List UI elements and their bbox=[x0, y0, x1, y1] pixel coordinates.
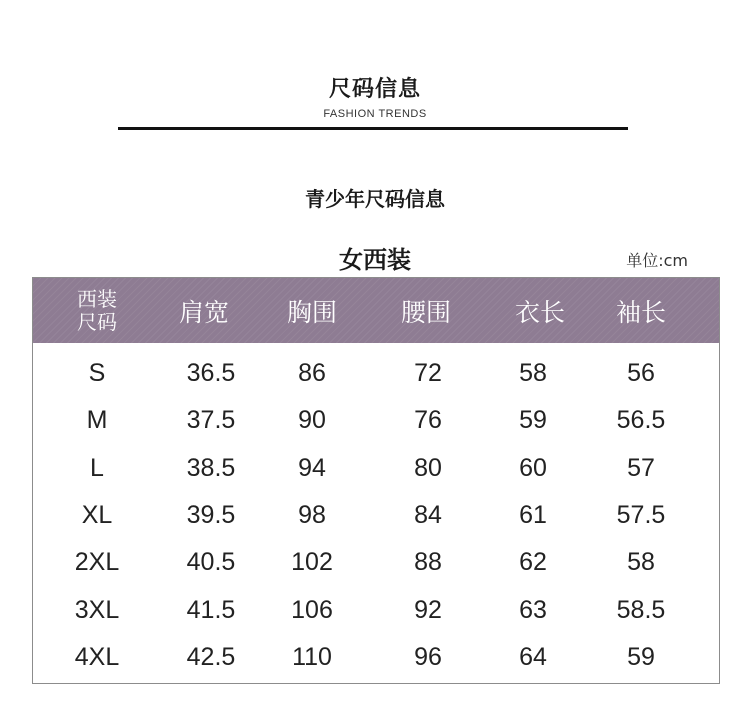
section-title: 青少年尺码信息 bbox=[305, 187, 445, 211]
column-header-sleeve: 袖长 bbox=[615, 297, 666, 327]
table-row bbox=[33, 539, 719, 586]
cell-chest: 102 bbox=[291, 548, 333, 577]
cell-sleeve: 58.5 bbox=[616, 595, 666, 624]
cell-length: 60 bbox=[519, 453, 547, 482]
cell-size: L bbox=[90, 453, 104, 482]
column-header-shoulder: 肩宽 bbox=[178, 297, 229, 327]
cell-sleeve: 56 bbox=[627, 359, 655, 387]
cell-shoulder: 36.5 bbox=[186, 359, 236, 387]
table-row bbox=[33, 350, 719, 397]
column-header-length: 衣长 bbox=[514, 297, 565, 327]
cell-waist: 92 bbox=[414, 595, 442, 624]
cell-chest: 86 bbox=[298, 359, 326, 387]
cell-length: 62 bbox=[519, 548, 547, 577]
column-header-size bbox=[37, 278, 157, 343]
cell-sleeve: 57 bbox=[627, 453, 655, 482]
cell-size: 3XL bbox=[74, 595, 120, 624]
cell-waist: 88 bbox=[414, 548, 442, 577]
page-subtitle: FASHION TRENDS bbox=[323, 108, 427, 120]
cell-shoulder: 42.5 bbox=[186, 642, 236, 671]
cell-chest: 110 bbox=[292, 642, 332, 671]
cell-waist: 76 bbox=[414, 406, 442, 435]
cell-chest: 94 bbox=[298, 453, 326, 482]
table-title: 女西装 bbox=[339, 246, 411, 274]
cell-shoulder: 41.5 bbox=[186, 595, 236, 624]
cell-length: 58 bbox=[519, 359, 547, 387]
table-row bbox=[33, 587, 719, 634]
table-row bbox=[33, 445, 719, 492]
cell-waist: 84 bbox=[414, 500, 442, 529]
cell-waist: 96 bbox=[414, 642, 442, 671]
table-header-row bbox=[33, 278, 719, 343]
cell-size: XL bbox=[81, 500, 113, 529]
cell-length: 63 bbox=[519, 595, 547, 624]
size-table bbox=[32, 277, 720, 684]
cell-chest: 98 bbox=[298, 500, 326, 529]
page-title: 尺码信息 bbox=[328, 77, 421, 102]
cell-waist: 72 bbox=[414, 359, 442, 387]
cell-sleeve: 57.5 bbox=[616, 500, 666, 529]
cell-size: M bbox=[86, 406, 108, 435]
cell-sleeve: 58 bbox=[627, 548, 655, 577]
cell-chest: 90 bbox=[298, 406, 326, 435]
cell-chest: 106 bbox=[291, 595, 333, 624]
cell-size: 2XL bbox=[74, 548, 120, 577]
cell-waist: 80 bbox=[414, 453, 442, 482]
column-header-chest: 胸围 bbox=[286, 297, 337, 327]
cell-length: 61 bbox=[519, 500, 547, 529]
cell-shoulder: 39.5 bbox=[186, 500, 236, 529]
cell-length: 59 bbox=[519, 406, 547, 435]
column-header-line: 尺码 bbox=[77, 309, 117, 334]
cell-size: S bbox=[88, 359, 106, 387]
header-divider bbox=[118, 127, 628, 130]
table-row bbox=[33, 492, 719, 539]
cell-shoulder: 37.5 bbox=[186, 406, 236, 435]
column-header-line: 西装 bbox=[77, 286, 117, 311]
table-row bbox=[33, 397, 719, 444]
unit-label: 单位:cm bbox=[626, 251, 688, 270]
column-header-waist: 腰围 bbox=[400, 297, 451, 327]
cell-length: 64 bbox=[519, 642, 547, 671]
table-row bbox=[33, 634, 719, 681]
cell-sleeve: 59 bbox=[627, 642, 655, 671]
cell-size: 4XL bbox=[74, 642, 120, 671]
cell-sleeve: 56.5 bbox=[616, 406, 666, 435]
cell-shoulder: 38.5 bbox=[186, 453, 236, 482]
cell-shoulder: 40.5 bbox=[186, 548, 236, 577]
